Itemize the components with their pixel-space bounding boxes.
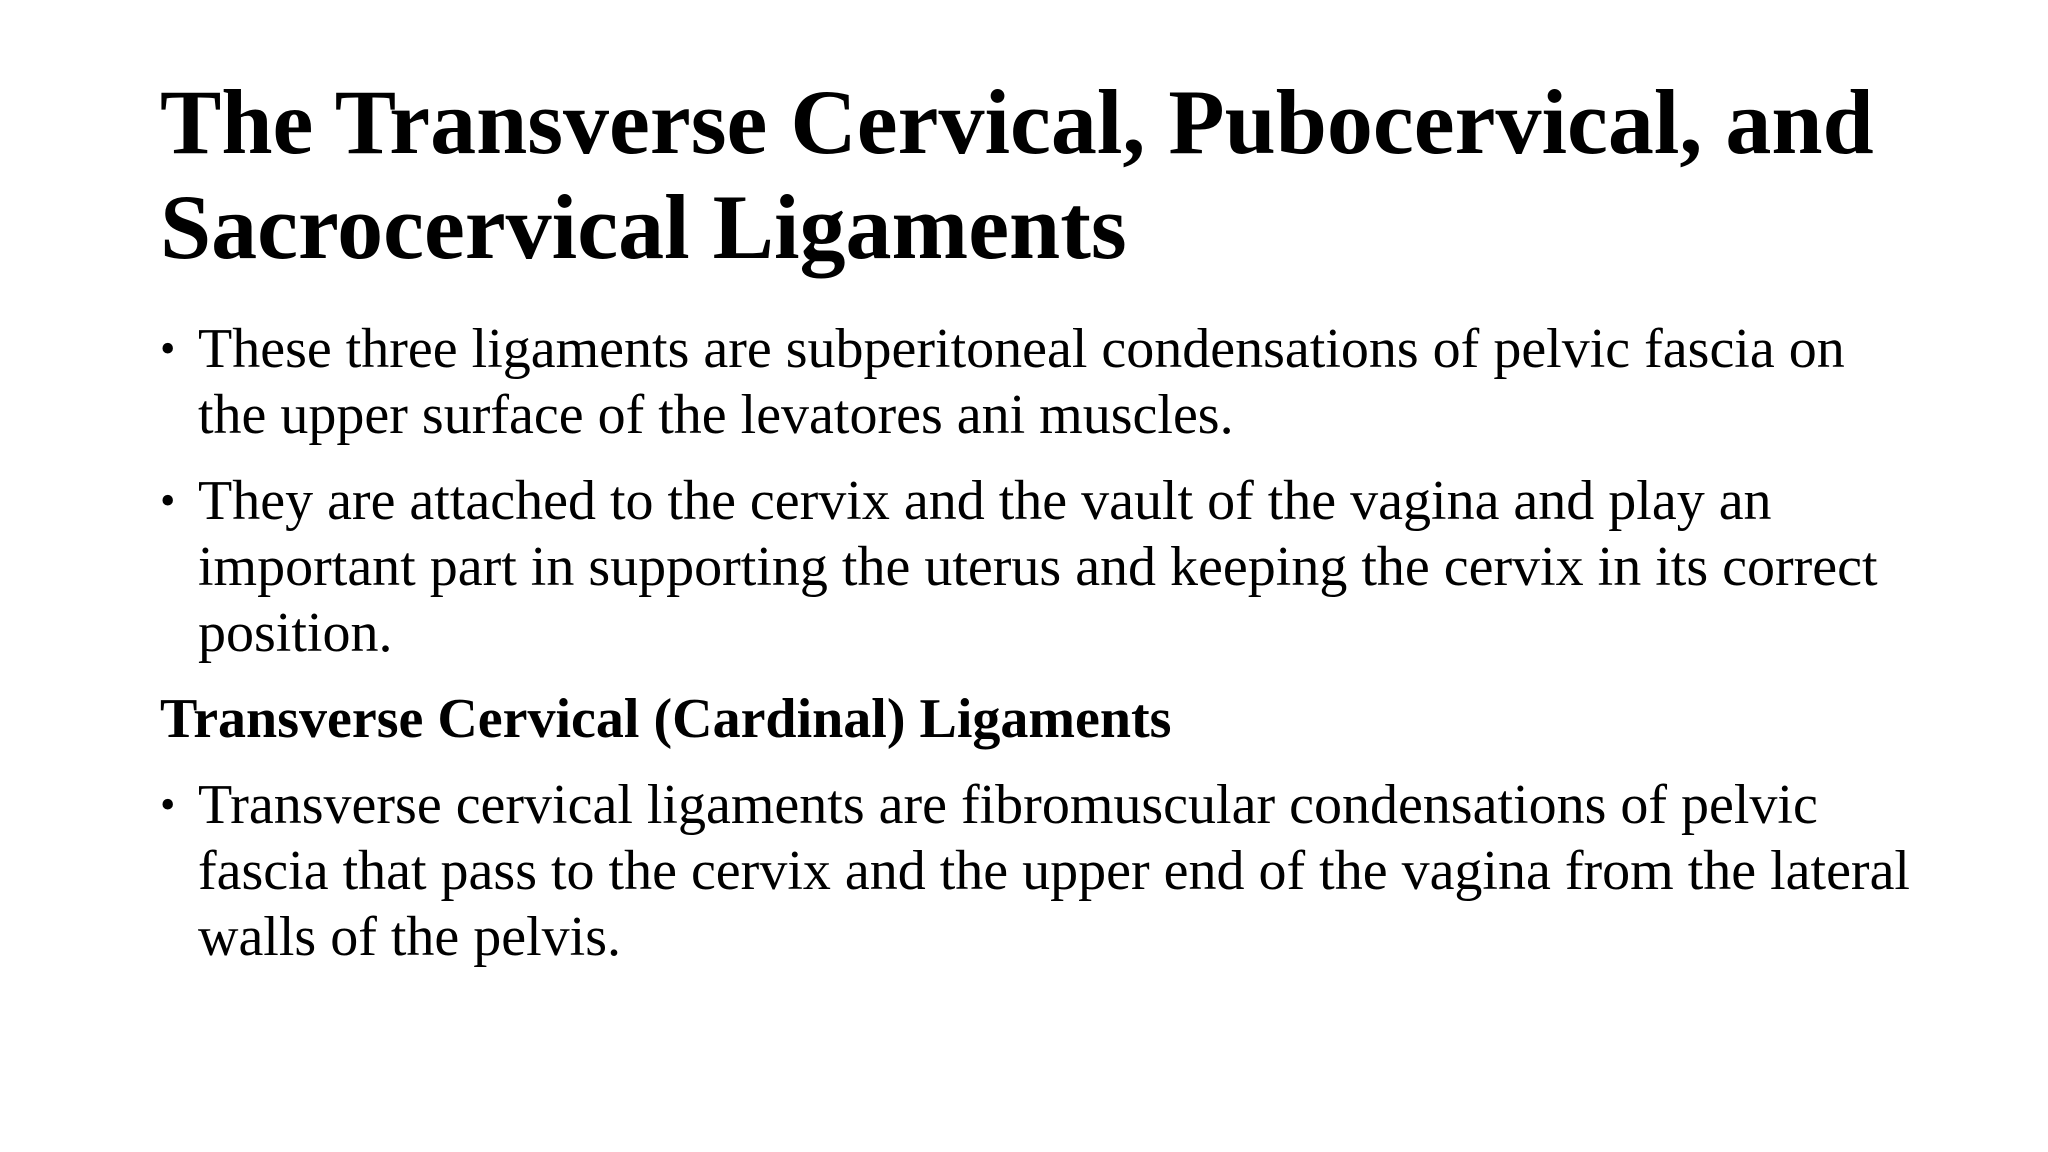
bullet-text: Transverse cervical ligaments are fibromuscular condensations of pelvic fascia that pass to the cervix and the upper end of the vagina from the lateral walls of the pelvis. [198,774,1910,968]
bullet-item [160,316,1920,448]
bullet-text: These three ligaments are subperitoneal condensations of pelvic fascia on the upper surface of the levatores ani muscles. [198,318,1845,446]
bullet-item [160,772,1920,970]
bullet-icon: • [160,476,176,525]
section-heading: Transverse Cervical (Cardinal) Ligaments [160,688,1172,750]
bullet-text: They are attached to the cervix and the vault of the vagina and play an important part in supporting the uterus and keeping the cervix in its correct position. [198,470,1878,664]
bullet-icon: • [160,780,176,829]
bullet-item [160,468,1920,666]
slide-content [160,316,1920,990]
slide-title: The Transverse Cervical, Pubocervical, and Sacrocervical Ligaments [160,71,1874,278]
bullet-icon: • [160,324,176,373]
